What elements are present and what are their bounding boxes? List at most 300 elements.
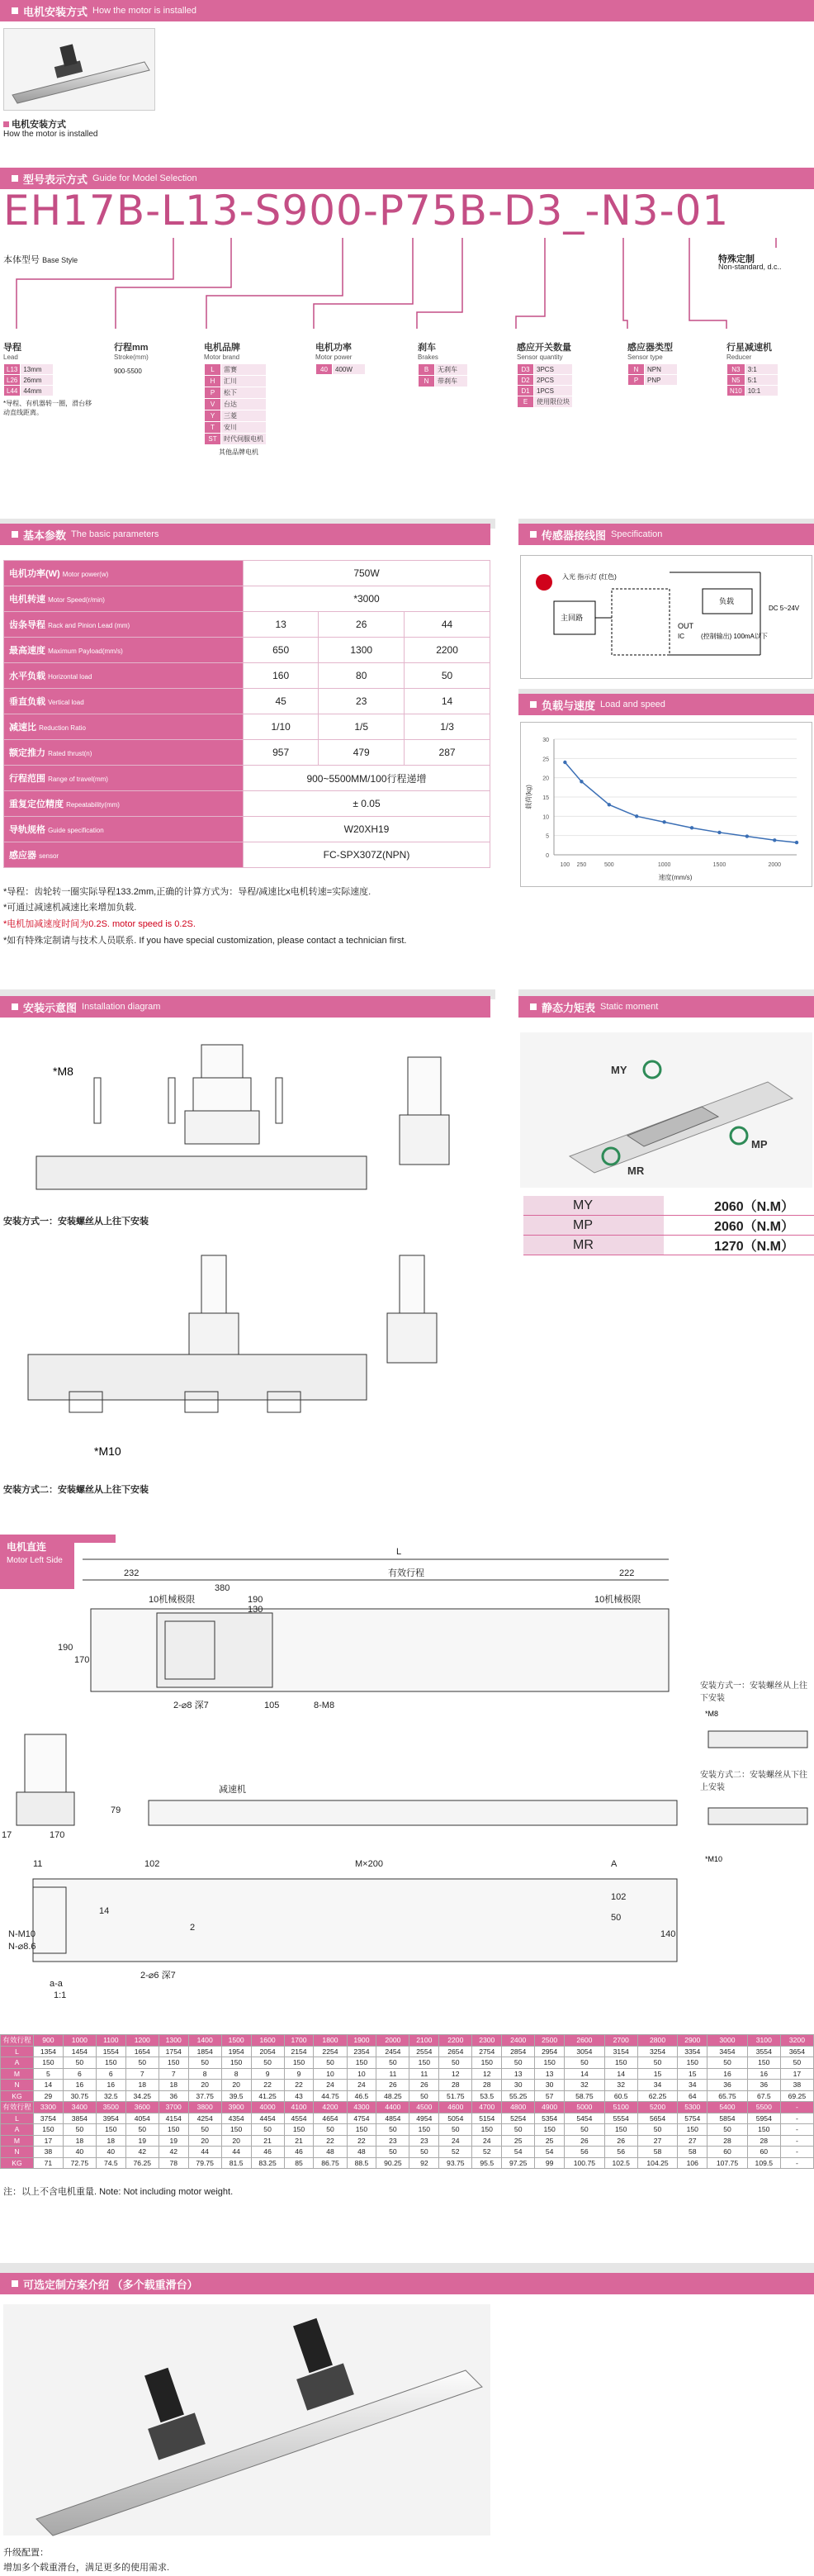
param-value: 1/3 xyxy=(405,714,490,740)
x-tick-label: 2000 xyxy=(768,862,782,868)
table-cell: 93.75 xyxy=(439,2157,472,2169)
param-value: 45 xyxy=(244,689,319,714)
param-value: 900~5500MM/100行程递增 xyxy=(244,766,490,791)
param-value: 957 xyxy=(244,740,319,766)
table-cell: 150 xyxy=(535,2124,565,2136)
table-cell: 18 xyxy=(159,2080,188,2091)
table-row xyxy=(1,2113,814,2124)
svg-text:主回路: 主回路 xyxy=(561,614,584,622)
header-cell: 1600 xyxy=(251,2035,284,2047)
option-key[interactable]: ST xyxy=(205,434,221,445)
table-cell: 150 xyxy=(409,2124,439,2136)
option-key[interactable]: N10 xyxy=(727,386,745,396)
data-point xyxy=(580,780,583,783)
option-key[interactable]: L xyxy=(205,364,221,376)
section-title: 基本参数 xyxy=(23,529,67,542)
option-value: 3:1 xyxy=(745,364,778,375)
table-cell: 83.25 xyxy=(251,2157,284,2169)
table-cell: 150 xyxy=(34,2057,64,2069)
table-cell: 6 xyxy=(63,2068,96,2080)
table-cell: 56 xyxy=(565,2147,605,2158)
table-row xyxy=(4,689,490,714)
table-cell: 104.25 xyxy=(637,2157,678,2169)
header-cell: 2500 xyxy=(535,2035,565,2047)
table-cell: 22 xyxy=(284,2080,314,2091)
table-cell: 24 xyxy=(439,2135,472,2147)
table-cell: 44 xyxy=(188,2147,221,2158)
motor-left-way1: 安装方式一：安装螺丝从上往下安装 xyxy=(700,1682,807,1703)
section-title-en: The basic parameters xyxy=(71,529,159,539)
dim-79: 79 xyxy=(111,1805,121,1815)
table-cell: - xyxy=(780,2157,813,2169)
option-table xyxy=(418,363,468,387)
table-cell: 60 xyxy=(708,2147,748,2158)
header-cell: 1200 xyxy=(125,2035,159,2047)
table-cell: 150 xyxy=(284,2057,314,2069)
table-cell: 19 xyxy=(159,2135,188,2147)
option-key[interactable]: N3 xyxy=(727,364,745,375)
section-title: 电机安装方式 xyxy=(23,5,88,18)
option-stroke xyxy=(114,340,149,375)
param-value: 26 xyxy=(319,612,405,638)
row-key: L xyxy=(1,2046,34,2057)
section-title: 安装示意图 xyxy=(23,1001,78,1014)
table-cell: 18 xyxy=(125,2080,159,2091)
dim-130: 130 xyxy=(248,1605,263,1615)
data-point xyxy=(662,820,665,823)
param-label: 水平负载 Horizontal load xyxy=(4,663,244,689)
table-cell: 78 xyxy=(159,2157,188,2169)
header-cell: 5400 xyxy=(708,2102,748,2113)
svg-text:入光 指示灯 (红色): 入光 指示灯 (红色) xyxy=(562,573,617,581)
option-title: 感应器类型 xyxy=(627,343,673,353)
table-cell: 21 xyxy=(284,2135,314,2147)
section-header-basic-params xyxy=(0,524,490,545)
table-cell: 85 xyxy=(284,2157,314,2169)
table-cell: 76.25 xyxy=(125,2157,159,2169)
option-key[interactable]: P xyxy=(205,387,221,399)
model-connector-lines xyxy=(0,238,814,345)
table-cell: 27 xyxy=(678,2135,708,2147)
option-value: 松下 xyxy=(221,387,267,399)
dimension-table xyxy=(0,2034,814,2169)
table-cell: 14 xyxy=(604,2068,637,2080)
table-cell: 40 xyxy=(63,2147,96,2158)
reducer-label: 减速机 xyxy=(219,1785,246,1795)
y-tick-label: 0 xyxy=(546,853,549,859)
option-key[interactable]: L26 xyxy=(4,375,21,386)
option-table xyxy=(204,363,267,445)
table-cell: 2754 xyxy=(472,2046,502,2057)
dim-102b: 102 xyxy=(611,1892,627,1902)
table-cell: 150 xyxy=(96,2124,125,2136)
option-value: 1PCS xyxy=(534,386,573,396)
option-value: 时代伺服电机 xyxy=(221,434,267,445)
data-point xyxy=(635,814,638,818)
moment-key: MY xyxy=(523,1196,664,1216)
table-row xyxy=(523,1236,814,1255)
load-speed-chart xyxy=(521,723,813,888)
dim-170: 170 xyxy=(50,1830,65,1840)
table-cell: 5754 xyxy=(678,2113,708,2124)
install-drawing-1 xyxy=(3,1032,490,1202)
table-cell: 5054 xyxy=(439,2113,472,2124)
table-cell: 4754 xyxy=(347,2113,376,2124)
y-tick-label: 25 xyxy=(542,757,549,763)
table-cell: 54 xyxy=(502,2147,535,2158)
header-cell: 1000 xyxy=(63,2035,96,2047)
table-cell: 5254 xyxy=(502,2113,535,2124)
table-cell: 46 xyxy=(251,2147,284,2158)
row-key: A xyxy=(1,2124,34,2136)
table-cell: 60.5 xyxy=(604,2090,637,2102)
m10-label: *M10 xyxy=(94,1445,121,1458)
option-value: 5:1 xyxy=(745,375,778,386)
section-header-sensor xyxy=(518,524,814,545)
header-cell: 4000 xyxy=(251,2102,284,2113)
table-cell: 95.5 xyxy=(472,2157,502,2169)
table-cell: 5354 xyxy=(535,2113,565,2124)
model-code: EH17B-L13-S900-P75B-D3_-N3-01 xyxy=(3,187,730,235)
table-cell: 37.75 xyxy=(188,2090,221,2102)
way2-m10: *M10 xyxy=(705,1855,723,1863)
section-title-en: How the motor is installed xyxy=(92,6,196,16)
header-cell: 1700 xyxy=(284,2035,314,2047)
table-cell: 10 xyxy=(347,2068,376,2080)
note-custom: *如有特殊定制请与技术人员联系. If you have special customization, please contact a technician first. xyxy=(3,936,407,946)
table-cell: 3654 xyxy=(780,2046,813,2057)
header-cell: 900 xyxy=(34,2035,64,2047)
table-cell: 150 xyxy=(409,2057,439,2069)
header-cell: 1100 xyxy=(96,2035,125,2047)
moment-drawing xyxy=(520,1032,812,1188)
header-cell: 3700 xyxy=(159,2102,188,2113)
table-cell: 150 xyxy=(747,2057,780,2069)
table-cell: 42 xyxy=(159,2147,188,2158)
table-row xyxy=(1,2090,814,2102)
table-cell: 28 xyxy=(472,2080,502,2091)
header-cell: 3000 xyxy=(708,2035,748,2047)
y-axis-label: 载荷(kg) xyxy=(525,785,532,809)
option-key[interactable]: 40 xyxy=(316,364,333,375)
option-value: 三菱 xyxy=(221,410,267,422)
option-key[interactable]: L13 xyxy=(4,364,21,375)
table-cell: 40 xyxy=(96,2147,125,2158)
data-point xyxy=(563,761,566,764)
header-cell: 1800 xyxy=(314,2035,347,2047)
way1-svg xyxy=(700,1706,814,1764)
dim-17: 17 xyxy=(2,1830,12,1840)
option-value: 无刹车 xyxy=(435,364,468,376)
table-cell: 50 xyxy=(125,2124,159,2136)
dim-170v: 170 xyxy=(74,1655,90,1665)
header-cell: - xyxy=(780,2102,813,2113)
table-cell: 36 xyxy=(708,2080,748,2091)
option-key[interactable]: N5 xyxy=(727,375,745,386)
table-row xyxy=(523,1216,814,1236)
table-cell: 50 xyxy=(637,2057,678,2069)
table-cell: 150 xyxy=(96,2057,125,2069)
moment-value: 2060（N.M） xyxy=(664,1216,814,1236)
option-key[interactable]: Y xyxy=(205,410,221,422)
table-cell: 50 xyxy=(708,2124,748,2136)
dim-limit-left: 10机械极限 xyxy=(149,1595,196,1605)
table-cell: 39.5 xyxy=(221,2090,251,2102)
data-point xyxy=(773,838,776,842)
option-title-en: Motor brand xyxy=(204,353,240,361)
table-cell: 2954 xyxy=(535,2046,565,2057)
table-cell: 8 xyxy=(221,2068,251,2080)
param-value: 23 xyxy=(319,689,405,714)
table-cell: 5654 xyxy=(637,2113,678,2124)
motor-left-drawing-top xyxy=(58,1543,677,1716)
section-title: 型号表示方式 xyxy=(23,173,88,186)
install-way2-caption: 安装方式二：安装螺丝从上往下安装 xyxy=(3,1485,149,1495)
table-cell: 5 xyxy=(34,2068,64,2080)
option-key[interactable]: L44 xyxy=(4,386,21,396)
option-key[interactable]: V xyxy=(205,399,221,410)
header-cell: 2900 xyxy=(678,2035,708,2047)
header-cell: 2000 xyxy=(376,2035,409,2047)
table-cell: 50 xyxy=(376,2124,409,2136)
table-cell: 26 xyxy=(565,2135,605,2147)
table-cell: 4254 xyxy=(188,2113,221,2124)
dim-50: 50 xyxy=(611,1913,622,1923)
table-cell: 2554 xyxy=(409,2046,439,2057)
param-label: 垂直负载 Vertical load xyxy=(4,689,244,714)
table-cell: 26 xyxy=(376,2080,409,2091)
option-key[interactable]: E xyxy=(518,396,534,408)
special-label-en: Non-standard, d.c.. xyxy=(718,263,782,271)
table-cell: 58.75 xyxy=(565,2090,605,2102)
option-key[interactable]: P xyxy=(628,375,645,386)
table-cell: 19 xyxy=(125,2135,159,2147)
header-cell: 1900 xyxy=(347,2035,376,2047)
table-cell: 150 xyxy=(678,2124,708,2136)
option-motor-brand xyxy=(204,340,267,457)
table-row xyxy=(4,817,490,842)
table-cell: 1654 xyxy=(125,2046,159,2057)
table-cell: 1354 xyxy=(34,2046,64,2057)
param-value: 44 xyxy=(405,612,490,638)
table-cell: 10 xyxy=(314,2068,347,2080)
section-title-en: Installation diagram xyxy=(82,1002,161,1012)
bullet-icon xyxy=(3,121,9,127)
table-cell: 12 xyxy=(472,2068,502,2080)
option-key[interactable]: H xyxy=(205,376,221,387)
table-cell: 38 xyxy=(34,2147,64,2158)
table-cell: 32 xyxy=(565,2080,605,2091)
side-view-drawing xyxy=(0,1726,677,1842)
table-cell: 106 xyxy=(678,2157,708,2169)
table-cell: 67.5 xyxy=(747,2090,780,2102)
indicator-light-icon xyxy=(536,574,552,591)
table-row xyxy=(4,740,490,766)
option-key[interactable]: D2 xyxy=(518,375,534,386)
table-cell: 28 xyxy=(439,2080,472,2091)
series-line xyxy=(565,762,797,842)
base-style-label: 本体型号 Base Style xyxy=(3,255,78,265)
table-row xyxy=(4,638,490,663)
table-cell: 50 xyxy=(502,2057,535,2069)
dim-140: 140 xyxy=(660,1929,676,1939)
table-cell: 44.75 xyxy=(314,2090,347,2102)
table-cell: 86.75 xyxy=(314,2157,347,2169)
dim-190: 190 xyxy=(248,1595,263,1605)
table-cell: 14 xyxy=(565,2068,605,2080)
option-value: 台达 xyxy=(221,399,267,410)
section-title-en: Load and speed xyxy=(600,700,665,709)
table-cell: 150 xyxy=(678,2057,708,2069)
motor-left-drawing-bottom xyxy=(0,1854,677,2028)
data-point xyxy=(608,803,611,806)
dim-n86: N-⌀8.6 xyxy=(8,1942,36,1952)
option-value: NPN xyxy=(645,364,678,375)
load-speed-chart-panel xyxy=(520,722,812,887)
header-cell: 3200 xyxy=(780,2035,813,2047)
option-key[interactable]: D3 xyxy=(518,364,534,375)
section-aa: a-a xyxy=(50,1979,63,1989)
table-cell: 50 xyxy=(188,2057,221,2069)
option-title: 行程mm xyxy=(114,343,149,353)
table-cell: 4054 xyxy=(125,2113,159,2124)
option-value: 安川 xyxy=(221,422,267,434)
table-cell: 150 xyxy=(604,2057,637,2069)
header-cell: 4400 xyxy=(376,2102,409,2113)
table-cell: 5954 xyxy=(747,2113,780,2124)
table-row xyxy=(4,791,490,817)
table-row xyxy=(1,2124,814,2136)
header-cell: 2400 xyxy=(502,2035,535,2047)
table-cell: 150 xyxy=(347,2124,376,2136)
table-cell: 30.75 xyxy=(63,2090,96,2102)
table-cell: 74.5 xyxy=(96,2157,125,2169)
option-brakes xyxy=(418,340,468,387)
header-cell: 5200 xyxy=(637,2102,678,2113)
table-cell: 16 xyxy=(747,2068,780,2080)
param-value: ± 0.05 xyxy=(244,791,490,817)
option-sensor-type xyxy=(627,340,678,386)
param-value: 750W xyxy=(244,561,490,586)
table-cell: 100.75 xyxy=(565,2157,605,2169)
table-cell: - xyxy=(780,2124,813,2136)
header-cell: 5100 xyxy=(604,2102,637,2113)
table-cell: 50 xyxy=(565,2124,605,2136)
dim-stroke: 有效行程 xyxy=(388,1568,424,1578)
option-title-en: Stroke(mm) xyxy=(114,353,149,361)
table-row xyxy=(1,2080,814,2091)
table-cell: 22 xyxy=(251,2080,284,2091)
table-row xyxy=(1,2068,814,2080)
header-cell: 1300 xyxy=(159,2035,188,2047)
my-label: MY xyxy=(611,1064,627,1076)
table-cell: 58 xyxy=(637,2147,678,2158)
table-row xyxy=(523,1196,814,1216)
table-cell: 3554 xyxy=(747,2046,780,2057)
table-cell: 150 xyxy=(747,2124,780,2136)
option-motor-power xyxy=(315,340,366,375)
option-key[interactable]: N xyxy=(419,376,435,387)
dim-190v: 190 xyxy=(58,1643,73,1653)
option-title-en: Reducer xyxy=(726,353,752,361)
param-label: 重复定位精度 Repeatability(mm) xyxy=(4,791,244,817)
table-cell: 1954 xyxy=(221,2046,251,2057)
section-header-load-speed xyxy=(518,694,814,715)
param-value: W20XH19 xyxy=(244,817,490,842)
table-cell: 2254 xyxy=(314,2046,347,2057)
table-cell: 102.5 xyxy=(604,2157,637,2169)
option-key[interactable]: T xyxy=(205,422,221,434)
option-key[interactable]: N xyxy=(628,364,645,375)
section-header-static-moment xyxy=(518,996,814,1018)
param-label: 电机功率(W) Motor power(w) xyxy=(4,561,244,586)
option-key[interactable]: B xyxy=(419,364,435,376)
table-cell: 29 xyxy=(34,2090,64,2102)
table-cell: 50 xyxy=(251,2124,284,2136)
table-cell: 2054 xyxy=(251,2046,284,2057)
mr-label: MR xyxy=(627,1165,645,1177)
option-table xyxy=(3,363,54,396)
header-cell: 1500 xyxy=(221,2035,251,2047)
x-tick-label: 1500 xyxy=(712,862,726,868)
table-cell: 65.75 xyxy=(708,2090,748,2102)
param-value: 160 xyxy=(244,663,319,689)
param-value: 80 xyxy=(319,663,405,689)
table-row xyxy=(1,2147,814,2158)
table-cell: 4954 xyxy=(409,2113,439,2124)
table-cell: 23 xyxy=(376,2135,409,2147)
header-cell: 4900 xyxy=(535,2102,565,2113)
param-value: 1/5 xyxy=(319,714,405,740)
table-cell: 1454 xyxy=(63,2046,96,2057)
dim-limit-right: 10机械极限 xyxy=(594,1595,641,1605)
header-cell: 3800 xyxy=(188,2102,221,2113)
table-cell: 7 xyxy=(159,2068,188,2080)
table-cell: 46.5 xyxy=(347,2090,376,2102)
header-cell: 1400 xyxy=(188,2035,221,2047)
table-cell: 2454 xyxy=(376,2046,409,2057)
moment-value: 1270（N.M） xyxy=(664,1236,814,1255)
special-label: 特殊定制 xyxy=(718,254,755,264)
static-moment-diagram xyxy=(520,1032,812,1188)
option-value: 13mm xyxy=(21,364,54,375)
table-cell: 50 xyxy=(188,2124,221,2136)
table-cell: 55.25 xyxy=(502,2090,535,2102)
svg-text:(控制输出) 100mA以下: (控制输出) 100mA以下 xyxy=(701,633,768,640)
table-cell: 3154 xyxy=(604,2046,637,2057)
table-cell: 23 xyxy=(409,2135,439,2147)
y-tick-label: 20 xyxy=(542,776,549,782)
header-cell: 5300 xyxy=(678,2102,708,2113)
x-tick-label: 1000 xyxy=(657,862,671,868)
table-cell: 150 xyxy=(604,2124,637,2136)
dim-232: 232 xyxy=(124,1568,140,1578)
option-sensor-quantity xyxy=(517,340,573,408)
table-cell: 36 xyxy=(159,2090,188,2102)
table-cell: 7 xyxy=(125,2068,159,2080)
dim-m6: 2-⌀8 深7 xyxy=(173,1701,209,1710)
table-cell: 92 xyxy=(409,2157,439,2169)
table-cell: 50 xyxy=(314,2057,347,2069)
x-axis-label: 速度(mm/s) xyxy=(658,874,693,881)
dim-A2: 2-⌀6 深7 xyxy=(140,1971,176,1981)
table-cell: 150 xyxy=(34,2124,64,2136)
table-cell: 5854 xyxy=(708,2113,748,2124)
option-title-en: Sensor quantity xyxy=(517,353,563,361)
way2-svg xyxy=(700,1796,814,1867)
option-value: 400W xyxy=(333,364,366,375)
option-key[interactable]: D1 xyxy=(518,386,534,396)
